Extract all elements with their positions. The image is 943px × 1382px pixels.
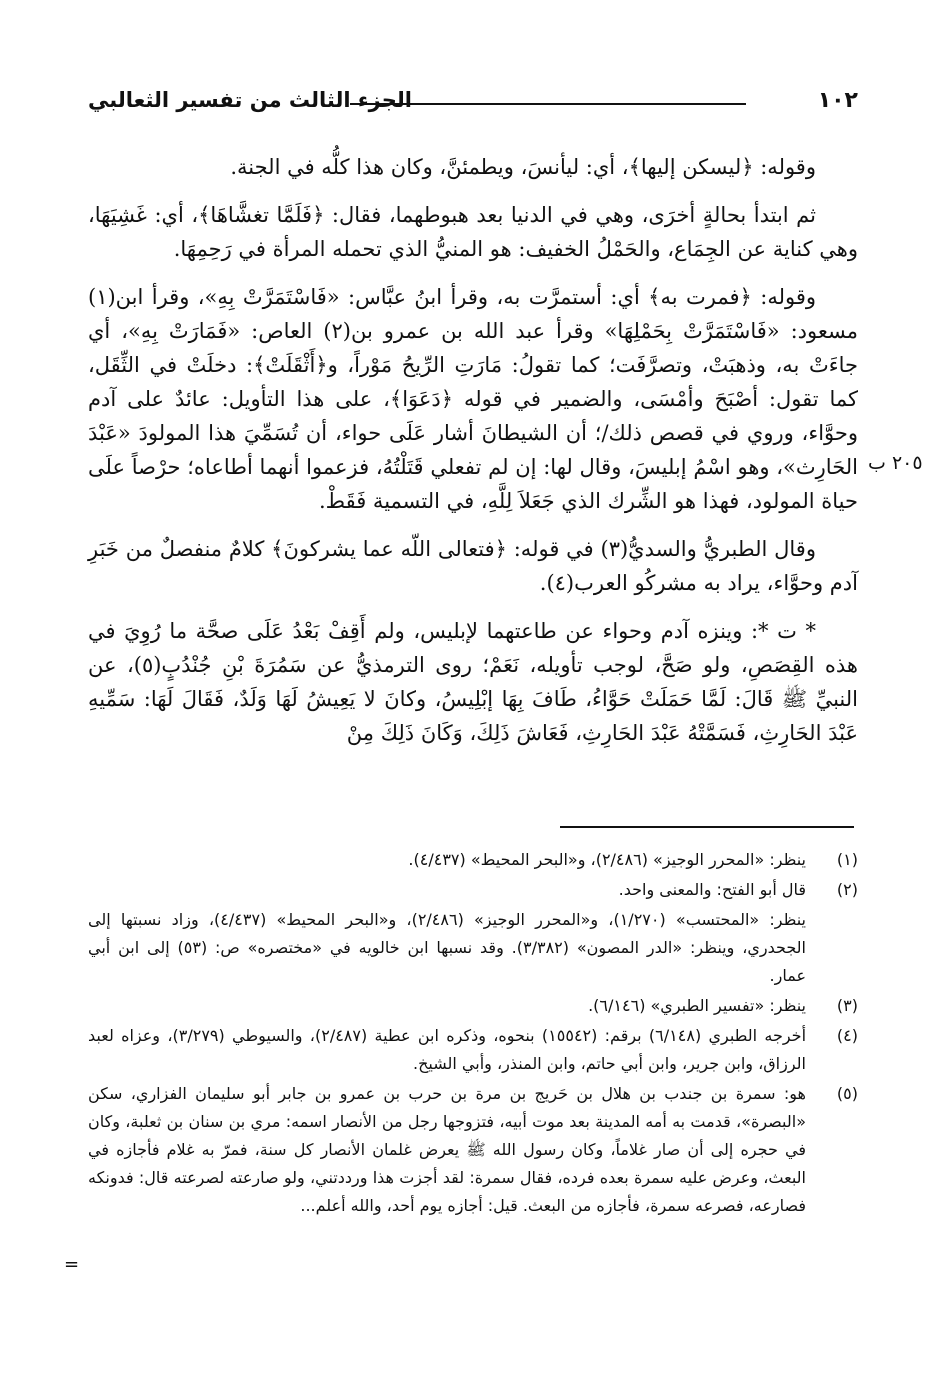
main-text [88, 150, 858, 764]
footnote [88, 876, 858, 904]
continuation-mark: = [64, 1254, 80, 1275]
footnote-number: (٢) [836, 880, 858, 899]
footnote-number: (١) [836, 850, 858, 869]
footnote-text: أخرجه الطبري (٦/١٤٨) برقم: (١٥٥٤٢) بنحوه، وذكره ابن عطية (٢/٤٨٧)، والسيوطي (٣/٢٧٩)، وعزاه لعبد الرزاق، وابن جرير، وابن أبي حاتم، وابن المنذر، وأبي الشيخ. [88, 1026, 807, 1073]
footnote-text: ينظر: «تفسير الطبري» (٦/١٤٦). [588, 996, 806, 1015]
page-header [88, 88, 858, 122]
footnote-text: ينظر: «المحرر الوجيز» (٢/٤٨٦)، و«البحر المحيط» (٤/٤٣٧). [408, 850, 806, 869]
paragraph: * ت *: وينزه آدم وحواء عن طاعتهما لإبليس، ولم أَقِفْ بَعْدُ عَلَى صحَّة ما رُوِيَ في هذه القِصَصِ، ولو صَحَّ، لوجب تأويله، نَعَمْ؛ روى الترمذيُّ عن سَمُرَةَ بْنِ جُنْدُبٍ(٥)، عن النبيِّ ﷺ قَالَ: لَمَّا حَمَلَتْ حَوَّاءُ، طَافَ بِهَا إبْلِيسُ، وكانَ لا يَعِيشُ لَهَا وَلَدٌ، فَقَالَ لَهَا: سَمِّيهِ عَبْدَ الحَارِثِ، فَسَمَّتْهُ عَبْدَ الحَارِثِ، فَعَاشَ ذَلِكَ، وَكَانَ ذَلِكَ مِنْ [88, 619, 858, 745]
footnote-text: ينظر: «المحتسب» (١/٢٧٠)، و«المحرر الوجيز» (٢/٤٨٦)، و«البحر المحيط» (٤/٤٣٧)، وزاد نسبتها إلى الجحدري، وينظر: «الدر المصون» (٣/٣٨٢). وقد نسبها ابن خالويه في «مختصره» ص: (٥٣) إلى ابن أبي عمار. [88, 910, 807, 985]
footnote [88, 846, 858, 874]
paragraph: ثم ابتدأ بحالةٍ أخرَى، وهي في الدنيا بعد هبوطهما، فقال: ﴿فَلَمَّا تغشَّاهَا﴾، أي: غَشِيَهَا، وهي كناية عن الجِمَاع، والحَمْلُ الخفيف: هو المنيُّ الذي تحمله المرأة في رَحِمِهَا. [88, 203, 858, 261]
footnote-text: هو: سمرة بن جندب بن هلال بن حَريج بن مرة بن حرب بن عمرو بن جابر أبو سليمان الفزاري، سكن «البصرة»، قدمت به أمه المدينة بعد موت أبيه، فتزوجها رجل من الأنصار اسمه: مري بن سنان بن ثعلبة، وكان في حجره إلى أن صار غلاماً، وكان رسول الله ﷺ يعرض غلمان الأنصار كل سنة، فمرّ به غلام فأجازه في البعث، وعرض عليه سمرة بعده فرده، فقال سمرة: لقد أجزت هذا ورددتني، ولو صارعته لصرعته قال: فدونكه فصارعه، فصرعه سمرة، فأجازه من البعث. قيل: أجازه يوم أحد، والله أعلم... [88, 1084, 806, 1215]
footnote-number: (٥) [836, 1084, 858, 1103]
footnote [88, 1080, 858, 1220]
book-title: الجزء الثالث من تفسير الثعالبي [88, 88, 412, 112]
footnotes [88, 846, 858, 1222]
margin-folio-note: ٢٠٥ ب [868, 452, 923, 474]
footnote [88, 992, 858, 1020]
footnote [88, 1022, 858, 1078]
paragraph: وقال الطبريُّ والسديُّ(٣) في قوله: ﴿فتعالى اللّه عما يشركونَ﴾ كلامٌ منفصلٌ من خَبَرِ آدم وحوَّاء، يراد به مشركُو العرب(٤). [88, 537, 858, 595]
page-number: ١٠٢ [817, 88, 858, 113]
paragraph: وقوله: ﴿فمرت به﴾ أي: أستمرَّت به، وقرأ ابنُ عبَّاس: «فَاسْتَمَرَّتْ بِهِ»، وقرأ ابن(١) مسعود: «فَاسْتَمَرَّتْ بِحَمْلِهَا» وقرأ عبد الله بن عمرو بن(٢) العاص: «فَمَارَتْ بِهِ»، أي جاءَتْ به، وذهبَتْ، وتصرَّفَت؛ كما تقولُ: مَارَتِ الرِّيحُ مَوْراً، و﴿أَثْقَلَتْ﴾: دخلَتْ في الثِّقَل، كما تقول: أصْبَحَ وأمْسَى، والضمير في قوله ﴿دَعَوَا﴾، على هذا التأويل: عائدٌ على آدم وحوَّاء، وروي في قصص ذلك/؛ أن الشيطانَ أشار عَلَى حواء، أن تُسَمِّيَ هذا المولودَ «عَبْدَ الحَارِث»، وهو اسْمُ إبليسَ، وقال لها: إن لم تفعلي قَتَلْتُهُ، فزعموا أنهما أطاعاه؛ حرْصاً علَى حياة المولود، فهذا هو الشِّرك الذي جَعَلاَ لِلَّهِ، في التسمية فَقَطْ. [88, 285, 858, 513]
footnote [88, 906, 858, 990]
footnote-separator [560, 826, 854, 828]
paragraph: وقوله: ﴿ليسكن إليها﴾، أي: ليأنسَ، ويطمئنَّ، وكان هذا كلُّه في الجنة. [230, 155, 816, 179]
footnote-number: (٣) [836, 996, 858, 1015]
footnote-number: (٤) [836, 1026, 858, 1045]
footnote-text: قال أبو الفتح: والمعنى واحد. [618, 880, 806, 899]
